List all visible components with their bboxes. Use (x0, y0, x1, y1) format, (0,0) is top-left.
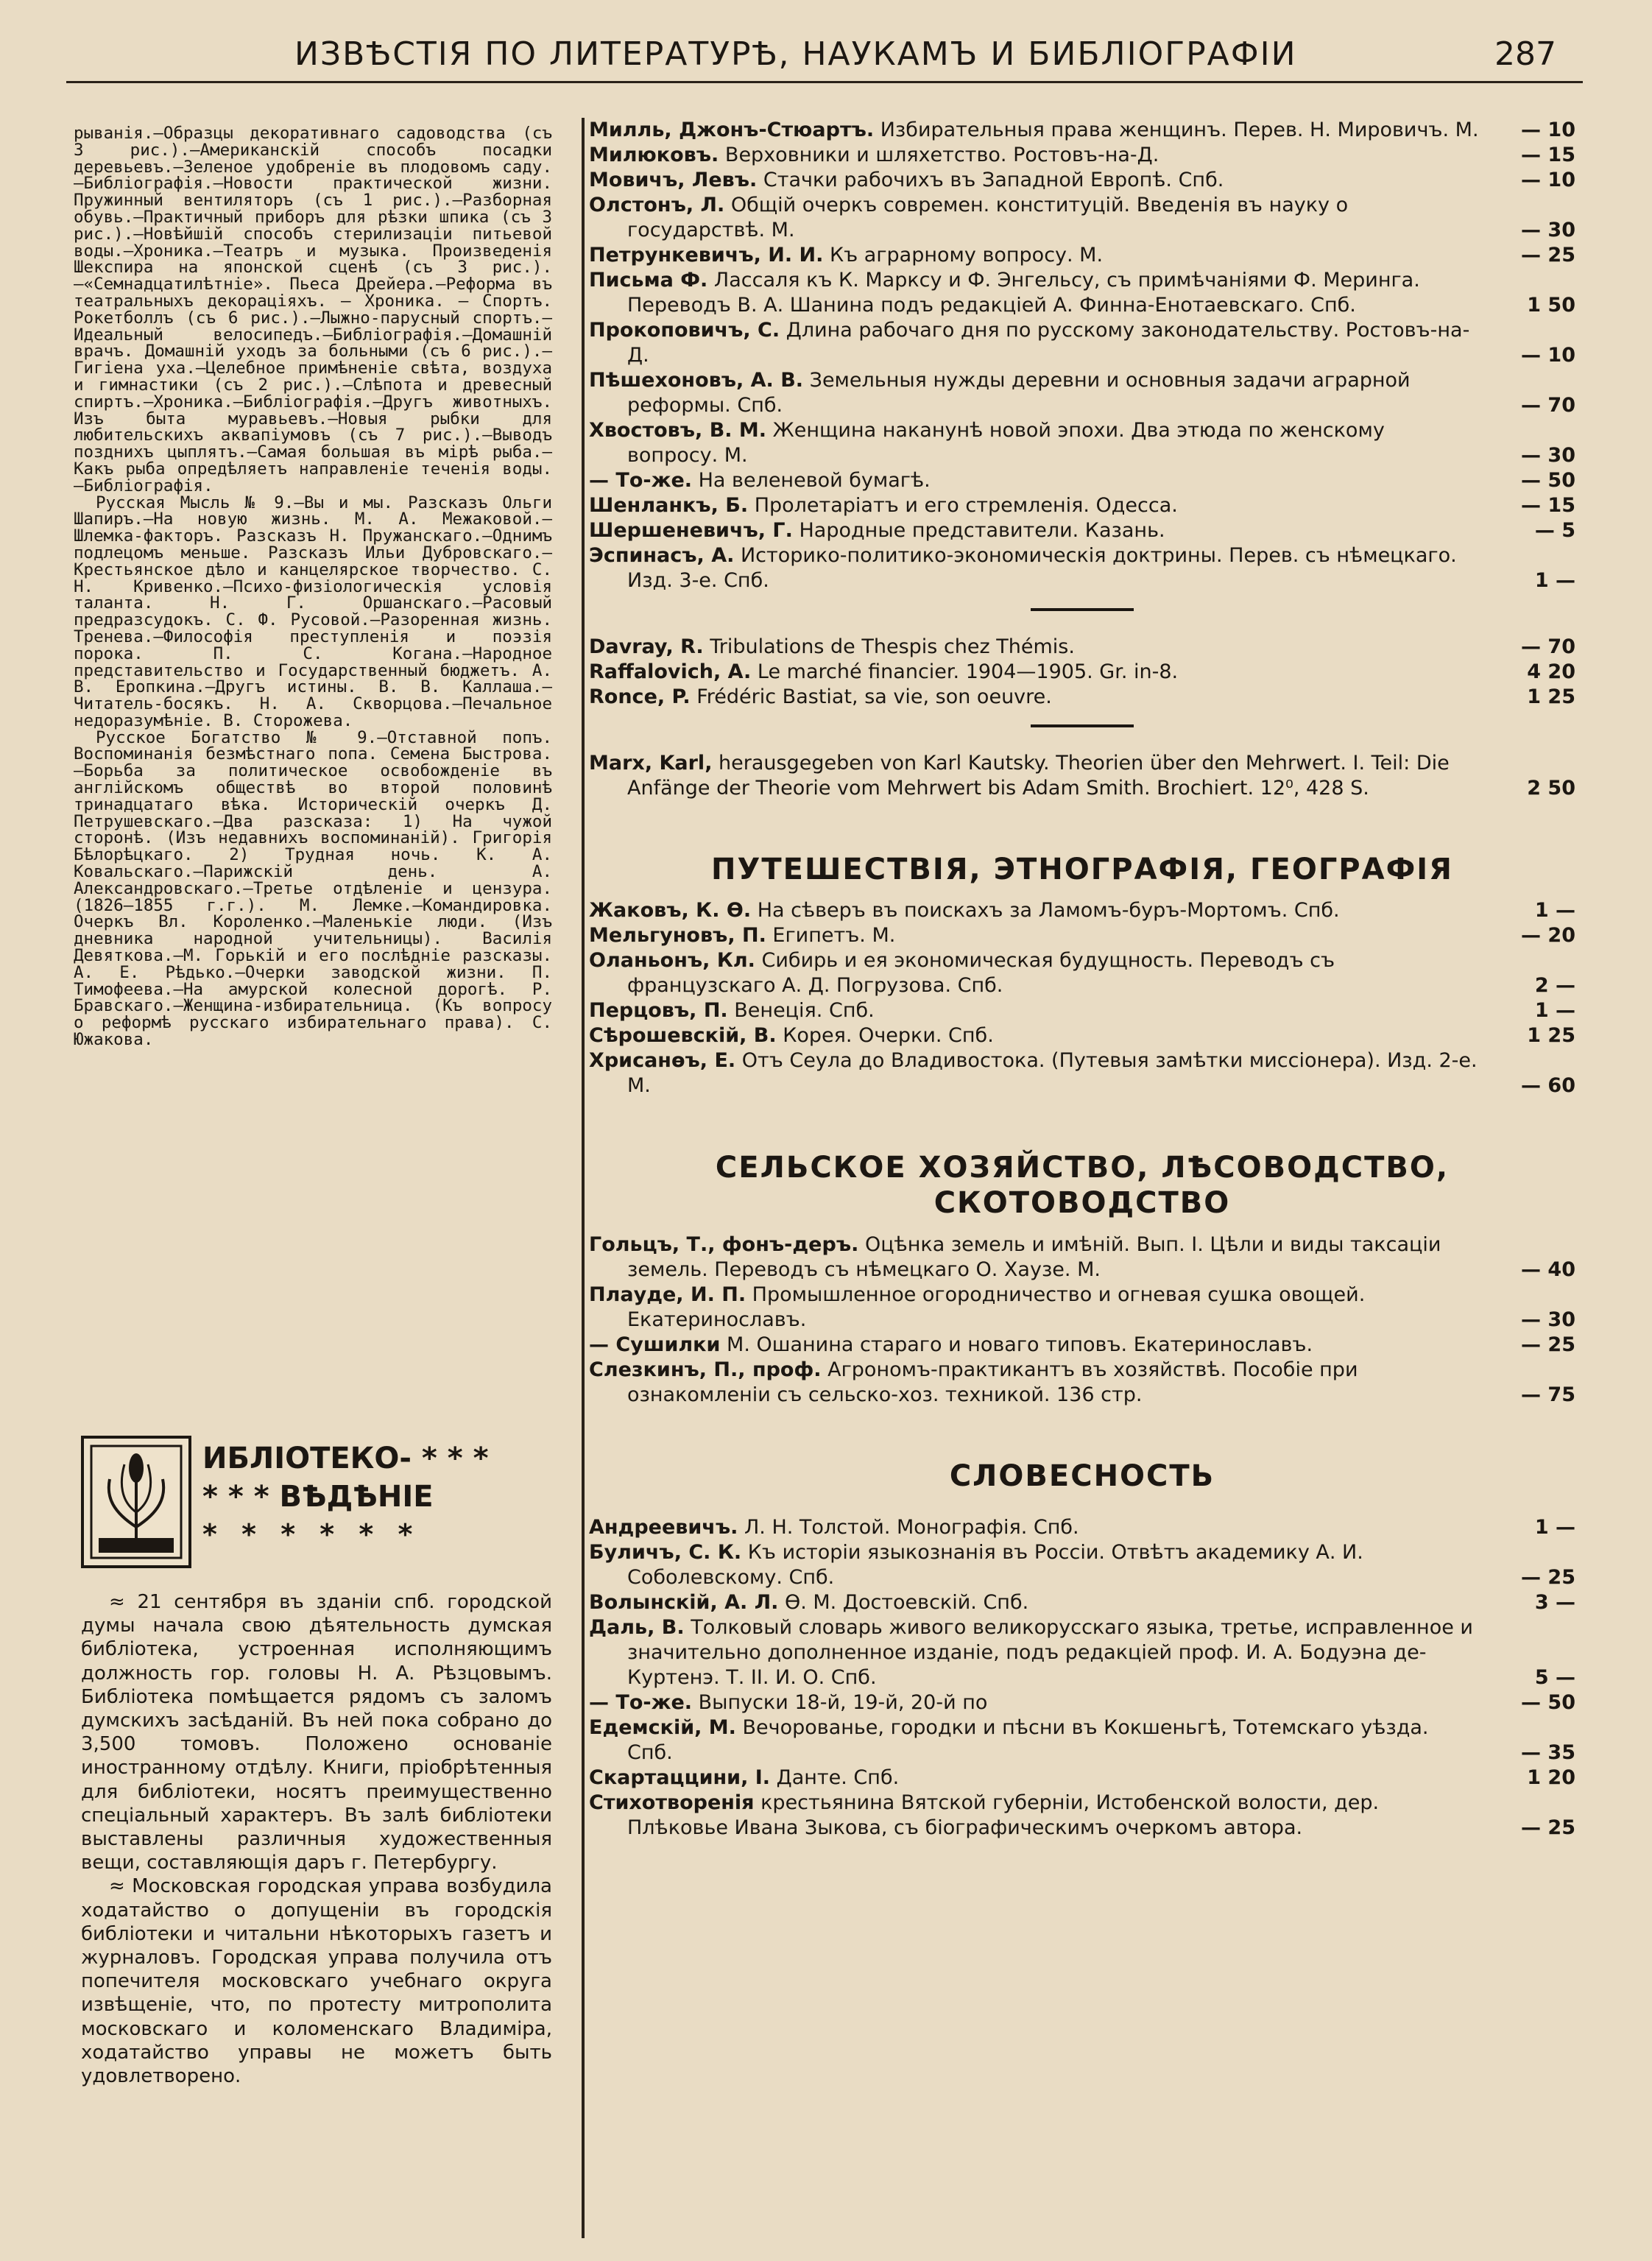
contents-paragraph: Русская Мысль № 9.—Вы и мы. Разсказъ Ольги Шапиръ.—На новую жизнь. М. А. Межаковой.—Шлемка-факторъ. Разсказъ Н. Пружанскаго.—Однимъ подлецомъ меньше. Разсказъ Ильи Дубровскаго.—Крестьянское дѣло и канцелярское творчество. С. Н. Кривенко.—Психо-физіологическія условія таланта. Н. Г. Оршанскаго.—Расовый предразсудокъ. С. Ф. Русовой.—Разоренная жизнь. Тренева.—Философія преступленія и поэзія порока. П. С. Когана.—Народное представительство и Государственный бюджетъ. А. В. Еропкина.—Другъ истины. В. В. Каллаша.—Читатель-босякъ. Н. А. Скворцова.—Печальное недоразумѣніе. В. Сторожева. (74, 493, 552, 730)
bibliography-entry (589, 635, 1575, 660)
entry-author: Плауде, И. П. (589, 1283, 746, 1306)
book-plant-emblem-icon (81, 1436, 191, 1568)
bibliography-entry (589, 898, 1575, 923)
entry-author: Андреевичъ. (589, 1516, 738, 1539)
entry-title: herausgegeben von Karl Kautsky. Theorien über den Mehrwert. I. Teil: Die Anfänge der Theorie vom Mehrwert bis Adam Smith. Brochiert. 12⁰, 428 S. (627, 752, 1450, 800)
separator-rule (1031, 724, 1134, 727)
entry-price: 2 50 (1527, 777, 1575, 800)
entry-price: — 5 (1534, 519, 1575, 542)
entry-title: Избирательныя права женщинъ. Перев. Н. Мировичъ. М. (880, 119, 1479, 141)
entry-price: 1 — (1534, 999, 1575, 1022)
library-news (81, 1590, 552, 2088)
bibliography-entry (589, 751, 1575, 801)
entry-author: Мовичъ, Левъ. (589, 169, 758, 191)
bibliography-entry (589, 143, 1575, 168)
bibliography-entry (589, 268, 1575, 318)
bibliography-entry (589, 1515, 1575, 1540)
right-column (589, 118, 1575, 1841)
entry-title: Промышленное огородничество и огневая сушка овощей. Екатеринославъ. (627, 1283, 1366, 1331)
entry-price: — 70 (1521, 635, 1575, 658)
bibliography-entry (589, 468, 1575, 493)
bibliography-entry (589, 1766, 1575, 1791)
library-title-line2: * * * ВѢДѢНІЕ (202, 1480, 434, 1514)
entry-title: Оцѣнка земель и имѣній. Вып. I. Цѣли и виды таксаціи земель. Переводъ съ нѣмецкаго О. Хаузе. М. (627, 1233, 1441, 1281)
entry-price: 1 — (1534, 899, 1575, 922)
entry-author: Пѣшехоновъ, А. В. (589, 369, 804, 392)
entry-author: — То-же. (589, 1691, 693, 1714)
entry-author: Милюковъ. (589, 144, 719, 166)
bibliography-list-travel (589, 898, 1575, 1098)
entry-title: Земельныя нужды деревни и основныя задачи аграрной реформы. Спб. (627, 369, 1411, 417)
bibliography-entry (589, 1715, 1575, 1766)
entry-price: — 20 (1521, 924, 1575, 947)
entry-title: Л. Н. Толстой. Монографія. Спб. (744, 1516, 1079, 1539)
entry-author: Жаковъ, К. Ѳ. (589, 899, 752, 922)
entry-author: Едемскій, М. (589, 1716, 736, 1739)
entry-title: Сибирь и ея экономическая будущность. Переводъ съ французскаго А. Д. Погрузова. Спб. (627, 949, 1335, 997)
news-paragraph: ≈ 21 сентября въ зданіи спб. городской думы начала свою дѣятельность думская библіотека, устроенная исполняющимъ должность гор. головы Н. А. Рѣзцовымъ. Библіотека помѣщается рядомъ съ заломъ думскихъ засѣданій. Въ ней пока собрано до 3,500 томовъ. Положено основаніе иностранному отдѣлу. Книги, пріобрѣтенныя для библіотеки, носятъ преимущественно спеціальный характеръ. Въ залѣ библіотеки выставлены различныя художественныя вещи, составляющія даръ г. Петербургу. (81, 1591, 552, 1874)
entry-price: — 10 (1521, 344, 1575, 367)
entry-price: 2 — (1534, 974, 1575, 997)
contents-paragraph: рыванія.—Образцы декоративнаго садоводства (съ 3 рис.).—Американскій способъ посадки деревьевъ.—Зеленое удобреніе въ плодовомъ саду.—Библіографія.—Новости практической жизни. Пружинный вентиляторъ (съ 1 рис.).—Разборная обувь.—Практичный приборъ для рѣзки шпика (съ 3 рис.).—Новѣйшій способъ стерилизаціи питьевой воды.—Хроника.—Театръ и музыка. Произведенія Шекспира на японской сценѣ (съ 3 рис.).—«Семнадцатилѣтніе». Пьеса Дрейера.—Реформа въ театральныхъ декораціяхъ. — Хроника. — Спортъ. Рокетболлъ (съ 6 рис.).—Лыжно-парусный спортъ.—Идеальный велосипедъ.—Библіографія.—Домашній врачъ. Домашній уходъ за больными (съ 6 рис.).—Гигіена уха.—Целебное примѣненіе свѣта, воздуха и гимнастики (съ 2 рис.).—Слѣпота и древесный спиртъ.—Хроника.—Библіографія.—Другъ животныхъ. Изъ быта муравьевъ.—Новыя рыбки для любительскихъ аквапіумовъ (съ 7 рис.).—Выводъ позднихъ цыплятъ.—Самая большая въ мірѣ рыба.—Какъ рыба опредѣляетъ направленіе теченія воды.—Библіографія. (74, 124, 552, 495)
page-number: 287 (1494, 35, 1556, 73)
entry-price: — 10 (1521, 169, 1575, 191)
entry-author: Marx, Karl, (589, 752, 713, 775)
entry-title: М. Ошанина стараго и новаго типовъ. Екатеринославъ. (727, 1333, 1313, 1356)
bibliography-entry (589, 1048, 1575, 1098)
bibliography-entry (589, 168, 1575, 193)
entry-title: Выпуски 18-й, 19-й, 20-й по (698, 1691, 988, 1714)
entry-title: Народные представители. Казань. (799, 519, 1165, 542)
entry-price: — 25 (1521, 1333, 1575, 1356)
entry-price: — 75 (1521, 1383, 1575, 1406)
entry-author: Слезкинъ, П., проф. (589, 1358, 822, 1381)
entry-title: Данте. Спб. (776, 1766, 900, 1789)
entry-price: — 25 (1521, 1566, 1575, 1589)
bibliography-entry (589, 948, 1575, 998)
entry-title: Лассаля къ К. Марксу и Ф. Энгельсу, съ примѣчаніями Ф. Меринга. Переводъ В. А. Шанина подъ редакціей А. Финна-Енотаевскаго. Спб. (627, 269, 1420, 317)
bibliography-entry (589, 1283, 1575, 1333)
bibliography-entry (589, 998, 1575, 1023)
entry-title: Къ исторіи языкознанія въ Россіи. Отвѣтъ академику А. И. Соболевскому. Спб. (627, 1541, 1363, 1589)
bibliography-entry (589, 1791, 1575, 1841)
bibliography-entry (589, 1358, 1575, 1408)
entry-title: Агрономъ-практикантъ въ хозяйствѣ. Пособіе при ознакомленіи съ сельско-хоз. техникой. 136 стр. (627, 1358, 1358, 1406)
library-title-stars: * * * * * * (202, 1518, 420, 1551)
section-title-agriculture: СЕЛЬСКОЕ ХОЗЯЙСТВО, ЛѢСОВОДСТВО, СКОТОВОДСТВО (715, 1151, 1450, 1220)
entry-price: 1 20 (1527, 1766, 1575, 1789)
entry-price: 4 20 (1527, 660, 1575, 683)
entry-title: На веленевой бумагѣ. (698, 469, 931, 492)
entry-title: Общій очеркъ современ. конституцій. Введенія въ науку о государствѣ. М. (627, 194, 1349, 241)
bibliography-entry (589, 1232, 1575, 1283)
running-title: ИЗВѢСТІЯ ПО ЛИТЕРАТУРѢ, НАУКАМЪ И БИБЛІОГРАФІИ (294, 35, 1297, 73)
bibliography-entry (589, 923, 1575, 948)
entry-price: — 60 (1521, 1074, 1575, 1097)
entry-title: Къ аграрному вопросу. М. (829, 244, 1104, 267)
bibliography-entry (589, 193, 1575, 243)
entry-author: Скартаццини, І. (589, 1766, 771, 1789)
entry-price: — 30 (1521, 219, 1575, 241)
entry-author: Сѣрошевскій, В. (589, 1024, 777, 1047)
contents-paragraph: Русское Богатство № 9.—Отставной попъ. Воспоминанія безмѣстнаго попа. Семена Быстрова.—Борьба за политическое освобожденіе въ англійскомъ обществѣ во второй половинѣ тринадцатаго вѣка. Историческій очеркъ Д. Петрушевскаго.—Два разсказа: 1) На чужой сторонѣ. (Изъ недавнихъ воспоминаній). Григорія Бѣлорѣцкаго. 2) Трудная ночь. К. А. Ковальскаго.—Парижскій день. А. Александровскаго.—Третье отдѣленіе и цензура. (1826—1855 г.г.). М. Лемке.—Командировка. Очеркъ Вл. Короленко.—Маленькіе люди. (Изъ дневника народной учительницы). Василія Девяткова.—М. Горькій и его послѣдніе разсказы. А. Е. Рѣдько.—Очерки заводской жизни. П. Тимофеева.—На амурской колесной дорогѣ. Р. Бравскаго.—Женщина-избирательница. (Къ вопросу о реформѣ русскаго избирательнаго права). С. Южакова. (74, 727, 552, 1050)
bibliography-entry (589, 518, 1575, 543)
entry-title: Венеція. Спб. (734, 999, 875, 1022)
entry-price: — 50 (1521, 469, 1575, 492)
entry-author: Ronce, P. (589, 685, 691, 708)
entry-author: Хрисанѳъ, Е. (589, 1049, 736, 1072)
bibliography-entry (589, 1615, 1575, 1690)
entry-title: Tribulations de Thespis chez Thémis. (710, 635, 1075, 658)
entry-author: Эспинасъ, А. (589, 544, 735, 567)
entry-price: 1 — (1534, 569, 1575, 592)
entry-author: Даль, В. (589, 1616, 685, 1639)
entry-title: На сѣверъ въ поискахъ за Ламомъ-буръ-Мортомъ. Спб. (757, 899, 1340, 922)
bibliography-entry (589, 243, 1575, 268)
entry-title: крестьянина Вятской губерніи, Истобенской волости, дер. Плѣковье Ивана Зыкова, съ біографическимъ очеркомъ автора. (627, 1791, 1380, 1839)
entry-price: — 30 (1521, 1308, 1575, 1331)
section-title-travel: ПУТЕШЕСТВІЯ, ЭТНОГРАФІЯ, ГЕОГРАФІЯ (711, 853, 1453, 886)
entry-price: — 40 (1521, 1258, 1575, 1281)
entry-author: Волынскій, А. Л. (589, 1591, 779, 1614)
bibliography-entry (589, 543, 1575, 593)
bibliography-entry (589, 318, 1575, 368)
bibliography-list-french (589, 635, 1575, 710)
library-section-header (81, 1436, 552, 1572)
left-column (74, 125, 552, 1048)
entry-title: Женщина наканунѣ новой эпохи. Два этюда по женскому вопросу. М. (627, 419, 1385, 467)
entry-price: — 70 (1521, 394, 1575, 417)
bibliography-entry (589, 418, 1575, 468)
library-title-line1: ИБЛІОТЕКО- * * * (202, 1442, 489, 1475)
bibliography-list-german (589, 751, 1575, 801)
entry-price: — 25 (1521, 244, 1575, 267)
bibliography-entry (589, 493, 1575, 518)
entry-author: — Сушилки (589, 1333, 721, 1356)
bibliography-list (589, 118, 1575, 593)
entry-price: — 15 (1521, 494, 1575, 517)
entry-price: 1 50 (1527, 294, 1575, 317)
bibliography-list-agriculture (589, 1232, 1575, 1408)
bibliography-list-literature (589, 1515, 1575, 1841)
entry-title: Верховники и шляхетство. Ростовъ-на-Д. (724, 144, 1159, 166)
entry-author: — То-же. (589, 469, 693, 492)
entry-author: Оланьонъ, Кл. (589, 949, 755, 972)
entry-author: Буличъ, С. К. (589, 1541, 742, 1564)
entry-price: 1 25 (1527, 685, 1575, 708)
entry-title: Le marché financier. 1904—1905. Gr. in-8. (757, 660, 1179, 683)
column-rule (582, 118, 585, 2238)
entry-author: Гольцъ, Т., фонъ-деръ. (589, 1233, 859, 1256)
entry-author: Олстонъ, Л. (589, 194, 725, 216)
entry-price: — 30 (1521, 444, 1575, 467)
bibliography-entry (589, 1590, 1575, 1615)
entry-price: — 35 (1521, 1741, 1575, 1764)
entry-title: Frédéric Bastiat, sa vie, son oeuvre. (696, 685, 1052, 708)
entry-author: Raffalovich, A. (589, 660, 752, 683)
entry-price: — 25 (1521, 1816, 1575, 1839)
bibliography-entry (589, 368, 1575, 418)
entry-title: Стачки рабочихъ въ Западной Европѣ. Спб. (763, 169, 1224, 191)
bibliography-entry (589, 1540, 1575, 1590)
entry-title: Толковый словарь живого великорусскаго языка, третье, исправленное и значительно дополненное изданіе, подъ редакціей проф. И. А. Бодуэна де-Куртенэ. Т. II. И. О. Спб. (627, 1616, 1473, 1689)
entry-price: 1 25 (1527, 1024, 1575, 1047)
entry-author: Davray, R. (589, 635, 704, 658)
entry-author: Милль, Джонъ-Стюартъ. (589, 119, 875, 141)
news-paragraph: ≈ Московская городская управа возбудила ходатайство о допущеніи въ городскія библіотеки и читальни нѣкоторыхъ газетъ и журналовъ. Городская управа получила отъ попечителя московскаго учебнаго округа извѣщеніе, что, по протесту митрополита московскаго и коломенскаго Владиміра, ходатайство управы не можетъ быть удовлетворено. (81, 1875, 552, 2088)
bibliography-entry (589, 118, 1575, 143)
running-head (0, 29, 1652, 88)
entry-author: Хвостовъ, В. М. (589, 419, 767, 442)
bibliography-entry (589, 1333, 1575, 1358)
entry-author: Шенланкъ, Б. (589, 494, 749, 517)
entry-author: Перцовъ, П. (589, 999, 728, 1022)
entry-author: Шершеневичъ, Г. (589, 519, 793, 542)
entry-author: Мельгуновъ, П. (589, 924, 766, 947)
bibliography-entry (589, 685, 1575, 710)
bibliography-entry (589, 1690, 1575, 1715)
bibliography-entry (589, 1023, 1575, 1048)
entry-price: — 10 (1521, 119, 1575, 141)
entry-author: Петрункевичъ, И. И. (589, 244, 824, 267)
journal-contents (74, 125, 552, 1048)
entry-title: Вечорованье, городки и пѣсни въ Кокшеньгѣ, Тотемскаго уѣзда. Спб. (627, 1716, 1429, 1764)
entry-title: Историко-политико-экономическія доктрины. Перев. съ нѣмецкаго. Изд. 3-е. Спб. (627, 544, 1457, 592)
entry-author: Письма Ф. (589, 269, 708, 292)
entry-price: — 15 (1521, 144, 1575, 166)
entry-price: 5 — (1534, 1666, 1575, 1689)
entry-price: 1 — (1534, 1516, 1575, 1539)
bibliography-entry (589, 660, 1575, 685)
entry-author: Прокоповичъ, С. (589, 319, 780, 342)
header-rule (66, 81, 1583, 83)
entry-price: 3 — (1534, 1591, 1575, 1614)
entry-title: Ѳ. М. Достоевскій. Спб. (784, 1591, 1029, 1614)
entry-author: Стихотворенія (589, 1791, 755, 1814)
entry-title: Длина рабочаго дня по русскому законодательству. Ростовъ-на-Д. (627, 319, 1470, 367)
entry-title: Отъ Сеула до Владивостока. (Путевыя замѣтки миссіонера). Изд. 2-е. М. (627, 1049, 1478, 1097)
entry-title: Корея. Очерки. Спб. (783, 1024, 994, 1047)
separator-rule (1031, 608, 1134, 611)
entry-title: Пролетаріатъ и его стремленія. Одесса. (754, 494, 1178, 517)
entry-title: Египетъ. М. (772, 924, 896, 947)
entry-price: — 50 (1521, 1691, 1575, 1714)
section-title-literature: СЛОВЕСНОСТЬ (949, 1459, 1215, 1493)
